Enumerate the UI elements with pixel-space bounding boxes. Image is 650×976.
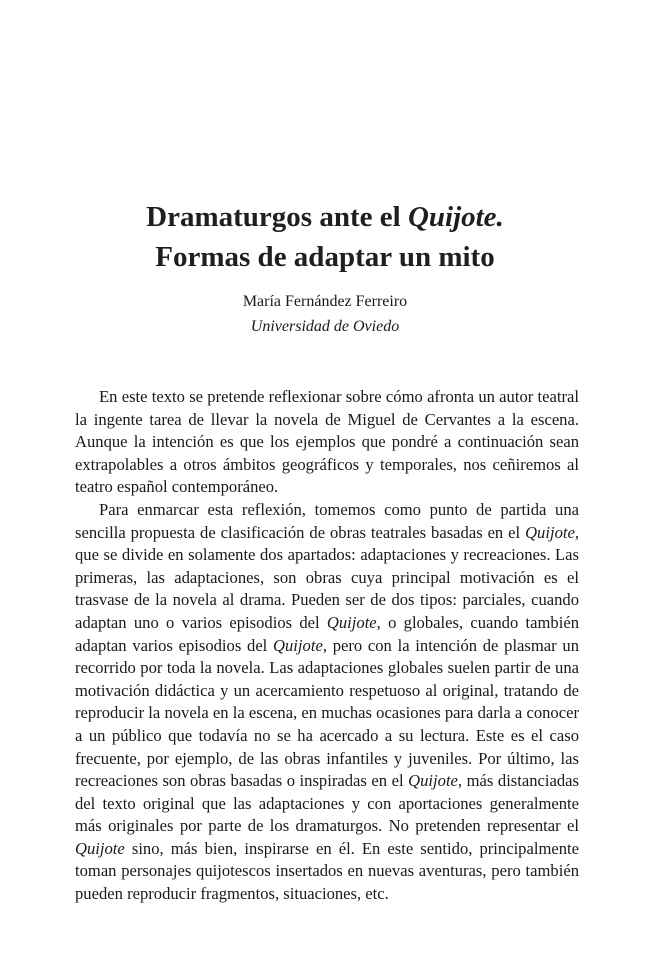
title-italic-text: Quijote. — [407, 201, 504, 234]
paragraph-text: , pero con la intención de plasmar un recorrido por toda la novela. Las adaptaciones globales suelen partir de una motivación didáctica y un acercamiento respetuoso al original, tratando de reproducir la novela en la escena, en muchas ocasiones para darla a conocer a un público que todavía no se ha acercado a su lectura. Este es el caso frecuente, por ejemplo, de las obras infantiles y juveniles. Por último, las recreaciones son obras basadas o inspiradas en el — [75, 635, 579, 791]
paragraph — [75, 499, 579, 906]
paragraph-text: , que se divide en solamente dos apartados: adaptaciones y recreaciones. Las primeras, las adaptaciones, son obras cuya principal motivación es el trasvase de la novela al drama. Pueden ser de dos tipos: parciales, cuando adaptan uno o varios episodios del — [75, 522, 579, 632]
body-text — [75, 386, 579, 906]
title-line-2: Formas de adaptar un mito — [155, 241, 495, 274]
paragraph-text: , más distanciadas del texto original que las adaptaciones y con aportaciones generalmente más originales por parte de los dramaturgos. No pretenden representar el — [75, 771, 580, 836]
paragraph-text: En este texto se pretende reflexionar sobre cómo afronta un autor teatral la ingente tarea de llevar la novela de Miguel de Cervantes a la escena. Aunque la intención es que los ejemplos que pondré a continuación sean extrapolables a otros ámbitos geográficos y temporales, nos ceñiremos al teatro español contemporáneo. — [75, 387, 579, 497]
paragraph-text: sino, más bien, inspirarse en él. En este sentido, principalmente toman personajes quijotescos insertados en nuevas aventuras, pero también pueden reproducir fragmentos, situaciones, etc. — [75, 838, 579, 904]
author-name: María Fernández Ferreiro — [242, 293, 408, 310]
paragraph — [75, 386, 579, 499]
italic-work-title: Quijote — [273, 635, 323, 655]
paragraph-text: Para enmarcar esta reflexión, tomemos como punto de partida una sencilla propuesta de clasificación de obras teatrales basadas en el — [75, 499, 579, 542]
italic-work-title: Quijote — [408, 771, 458, 791]
italic-work-title: Quijote — [525, 522, 575, 542]
chapter-title — [0, 197, 650, 277]
italic-work-title: Quijote — [326, 612, 377, 632]
paragraph-text: , o globales, cuando también adaptan varios episodios del — [75, 612, 579, 655]
author-affiliation: Universidad de Oviedo — [250, 318, 400, 335]
title-line-1 — [0, 197, 650, 237]
author-block — [0, 289, 650, 339]
title-text: Dramaturgos ante el — [146, 201, 408, 234]
italic-work-title: Quijote — [75, 838, 125, 858]
